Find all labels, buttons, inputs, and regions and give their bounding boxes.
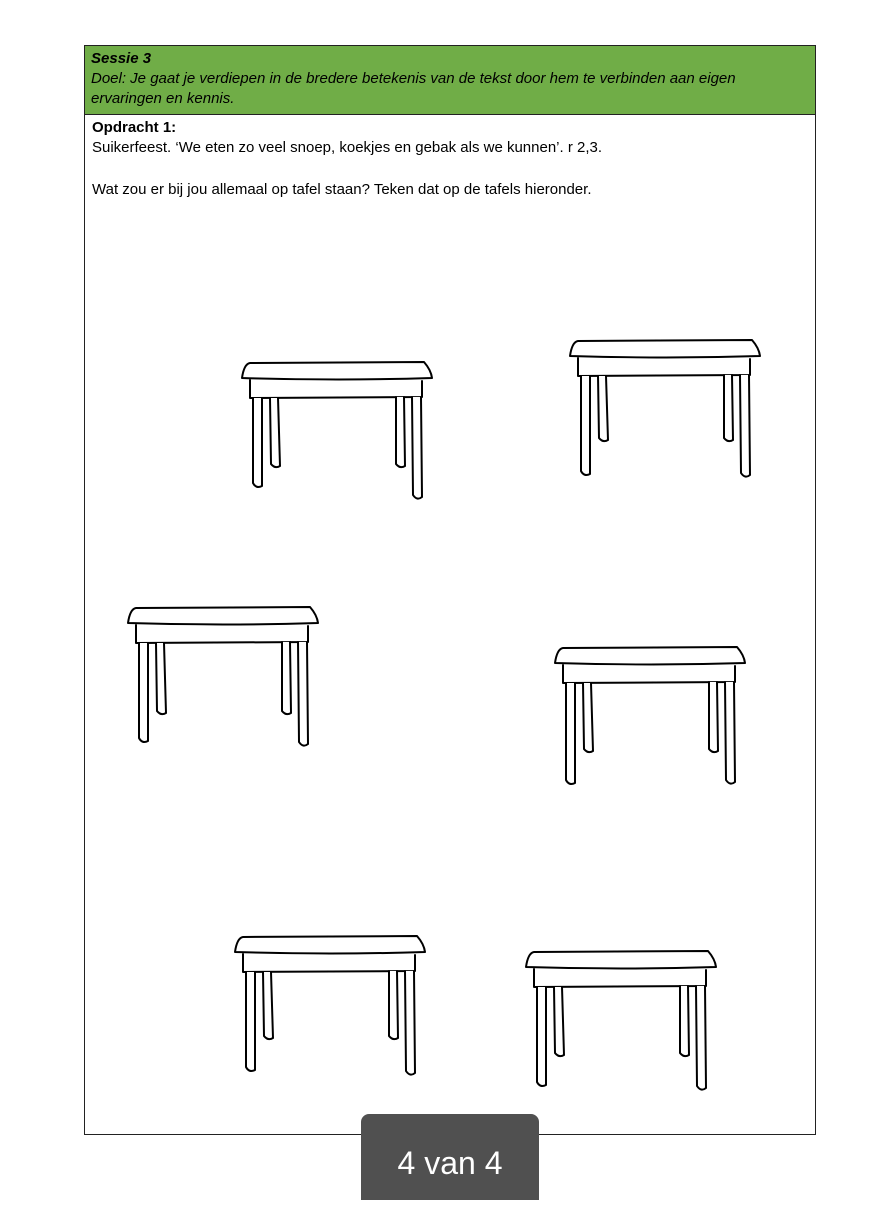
assignment-quote: Suikerfeest. ‘We eten zo veel snoep, koekjes en gebak als we kunnen’. r 2,3.: [92, 139, 603, 156]
table-icon: [238, 340, 434, 510]
table-drawing-1[interactable]: [238, 340, 434, 510]
page-indicator: 4 van 4: [361, 1114, 539, 1200]
session-title: Sessie 3: [91, 50, 152, 67]
table-icon: [566, 318, 762, 488]
table-drawing-6[interactable]: [522, 929, 718, 1099]
table-drawing-2[interactable]: [566, 318, 762, 488]
table-drawing-5[interactable]: [231, 914, 427, 1084]
session-header: [85, 46, 815, 115]
assignment-instruction: Wat zou er bij jou allemaal op tafel staan? Teken dat op de tafels hieronder.: [92, 181, 592, 198]
table-drawing-4[interactable]: [551, 625, 747, 795]
table-icon: [231, 914, 427, 1084]
table-icon: [124, 585, 320, 755]
table-drawing-3[interactable]: [124, 585, 320, 755]
session-goal: Doel: Je gaat je verdiepen in de bredere betekenis van de tekst door hem te verbinden aan eigen ervaringen en kennis.: [91, 70, 736, 107]
assignment-block: [92, 118, 809, 200]
table-icon: [551, 625, 747, 795]
table-icon: [522, 929, 718, 1099]
assignment-title: Opdracht 1:: [92, 119, 177, 136]
